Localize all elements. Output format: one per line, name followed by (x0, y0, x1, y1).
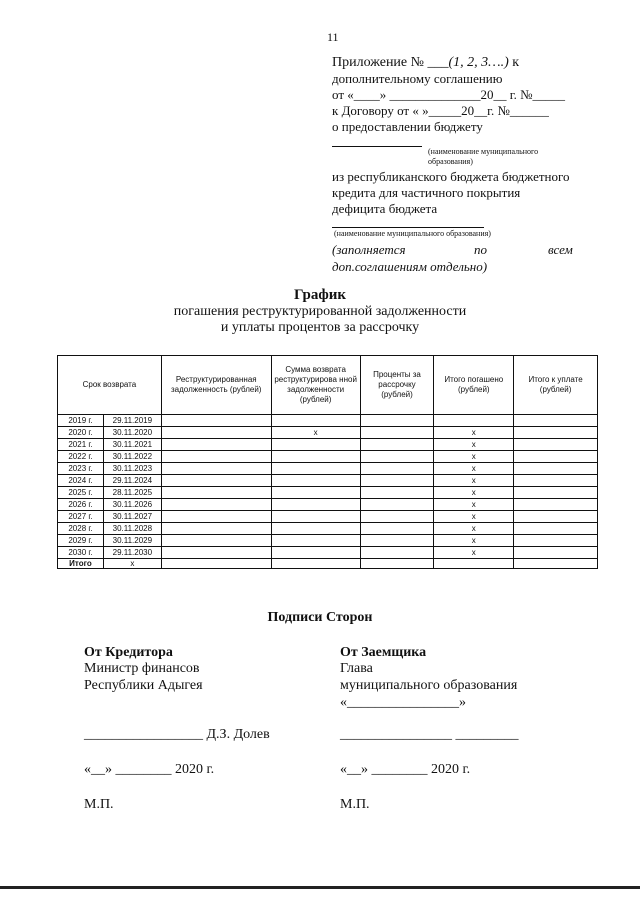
municipality-note-1: (наименование муниципального (428, 147, 539, 156)
appendix-line-7: кредита для частичного покрытия (332, 185, 521, 200)
row-restructured (161, 427, 271, 439)
row-restructured (161, 415, 271, 427)
creditor-title: От Кредитора (84, 645, 173, 660)
header-interest: Проценты за рассрочку (рублей) (360, 356, 434, 415)
page-number: 11 (327, 30, 339, 44)
row-restructured (161, 499, 271, 511)
row-total-due (514, 475, 598, 487)
row-year: 2028 г. (58, 523, 104, 535)
row-restructured (161, 535, 271, 547)
row-repayment (271, 511, 360, 523)
row-interest (360, 535, 434, 547)
row-restructured (161, 451, 271, 463)
row-interest (360, 487, 434, 499)
row-restructured (161, 523, 271, 535)
row-total-due (514, 523, 598, 535)
fill-note-c: всем (548, 242, 573, 257)
borrower-line-3: «________________» (340, 695, 466, 710)
fill-note-b: по (474, 242, 487, 257)
row-year: 2023 г. (58, 463, 104, 475)
row-year: 2029 г. (58, 535, 104, 547)
row-interest (360, 475, 434, 487)
signatures-heading: Подписи Сторон (267, 610, 373, 625)
row-date: 30.11.2029 (103, 535, 161, 547)
row-total-repaid: x (434, 523, 514, 535)
row-year: 2030 г. (58, 547, 104, 559)
row-interest (360, 499, 434, 511)
borrower-signature-line: ________________ _________ (340, 727, 519, 742)
row-total-due (514, 499, 598, 511)
row-year: 2027 г. (58, 511, 104, 523)
row-repayment (271, 475, 360, 487)
row-date: 30.11.2020 (103, 427, 161, 439)
total-label: Итого (58, 559, 104, 569)
row-total-repaid: x (434, 535, 514, 547)
table-row (58, 439, 598, 451)
total-mark: x (103, 559, 161, 569)
borrower-date-line: «__» ________ 2020 г. (340, 762, 471, 777)
blank-line (332, 146, 422, 147)
row-restructured (161, 511, 271, 523)
borrower-line-2: муниципального образования (340, 678, 518, 693)
row-total-due (514, 439, 598, 451)
row-restructured (161, 463, 271, 475)
row-date: 28.11.2025 (103, 487, 161, 499)
row-interest (360, 511, 434, 523)
row-restructured (161, 547, 271, 559)
blank-line (332, 227, 484, 228)
row-interest (360, 523, 434, 535)
row-year: 2022 г. (58, 451, 104, 463)
row-date: 30.11.2026 (103, 499, 161, 511)
municipality-note-3: (наименование муниципального образования) (334, 229, 491, 238)
row-total-repaid: x (434, 475, 514, 487)
appendix-line-6: из республиканского бюджета бюджетного (332, 169, 570, 184)
table-total-row (58, 559, 598, 569)
creditor-line-1: Министр финансов (84, 661, 200, 676)
row-total-due (514, 451, 598, 463)
row-total-repaid: x (434, 547, 514, 559)
row-interest (360, 427, 434, 439)
table-row (58, 547, 598, 559)
table-row (58, 487, 598, 499)
table-row (58, 523, 598, 535)
table-row (58, 415, 598, 427)
row-repayment (271, 547, 360, 559)
header-term: Срок возврата (58, 356, 162, 415)
row-repayment (271, 463, 360, 475)
row-total-due (514, 487, 598, 499)
row-year: 2019 г. (58, 415, 104, 427)
appendix-line-3: от «____» ______________20__ г. №_____ (332, 87, 566, 102)
row-date: 30.11.2022 (103, 451, 161, 463)
row-total-due (514, 415, 598, 427)
row-date: 30.11.2021 (103, 439, 161, 451)
borrower-title: От Заемщика (340, 645, 427, 660)
row-restructured (161, 475, 271, 487)
row-repayment (271, 439, 360, 451)
row-year: 2026 г. (58, 499, 104, 511)
table-row (58, 475, 598, 487)
row-interest (360, 451, 434, 463)
table-row (58, 451, 598, 463)
row-total-repaid (434, 415, 514, 427)
row-total-due (514, 547, 598, 559)
row-date: 30.11.2023 (103, 463, 161, 475)
row-interest (360, 439, 434, 451)
row-total-repaid: x (434, 439, 514, 451)
row-interest (360, 463, 434, 475)
municipality-note-2: образования) (428, 157, 473, 166)
row-total-repaid: x (434, 511, 514, 523)
row-interest (360, 415, 434, 427)
header-restructured-debt: Реструктурированная задолженность (рублей) (161, 356, 271, 415)
header-total-repaid: Итого погашено (рублей) (434, 356, 514, 415)
creditor-signature-line: _________________ Д.З. Долев (84, 727, 270, 742)
row-total-repaid: x (434, 487, 514, 499)
row-repayment (271, 415, 360, 427)
row-total-repaid: x (434, 451, 514, 463)
appendix-line-2: дополнительному соглашению (332, 71, 503, 86)
row-interest (360, 547, 434, 559)
row-date: 29.11.2019 (103, 415, 161, 427)
row-repayment (271, 523, 360, 535)
row-year: 2025 г. (58, 487, 104, 499)
row-repayment (271, 535, 360, 547)
row-year: 2021 г. (58, 439, 104, 451)
row-repayment (271, 487, 360, 499)
borrower-stamp: М.П. (340, 797, 370, 812)
row-date: 29.11.2030 (103, 547, 161, 559)
row-total-due (514, 463, 598, 475)
schedule-heading: График (293, 287, 347, 303)
creditor-line-2: Республики Адыгея (84, 678, 203, 693)
table-row (58, 427, 598, 439)
row-total-due (514, 427, 598, 439)
row-total-repaid: x (434, 463, 514, 475)
appendix-line-8: дефицита бюджета (332, 201, 438, 216)
table-row (58, 535, 598, 547)
schedule-subtitle-2: и уплаты процентов за рассрочку (220, 320, 420, 335)
appendix-line-4: к Договору от « »_____20__г. №______ (332, 103, 549, 118)
header-repayment-amount: Сумма возврата реструктурирова нной задолженности (рублей) (271, 356, 360, 415)
row-repayment (271, 499, 360, 511)
row-date: 30.11.2027 (103, 511, 161, 523)
row-restructured (161, 487, 271, 499)
row-total-due (514, 535, 598, 547)
creditor-date-line: «__» ________ 2020 г. (84, 762, 215, 777)
row-repayment: x (271, 427, 360, 439)
row-date: 30.11.2028 (103, 523, 161, 535)
fill-note-a: (заполняется (332, 242, 406, 257)
row-year: 2024 г. (58, 475, 104, 487)
row-total-repaid: x (434, 427, 514, 439)
creditor-stamp: М.П. (84, 797, 114, 812)
page-bottom-border (0, 886, 640, 889)
borrower-line-1: Глава (340, 661, 373, 676)
row-restructured (161, 439, 271, 451)
table-row (58, 511, 598, 523)
fill-note-line-2: доп.соглашениям отдельно) (332, 259, 488, 274)
schedule-subtitle-1: погашения реструктурированной задолженности (173, 304, 467, 319)
appendix-line-5: о предоставлении бюджету (332, 119, 483, 134)
repayment-schedule-table (57, 355, 598, 569)
row-total-due (514, 511, 598, 523)
appendix-line-1: Приложение № ___(1, 2, 3….) к (332, 55, 520, 70)
row-date: 29.11.2024 (103, 475, 161, 487)
table-row (58, 463, 598, 475)
row-year: 2020 г. (58, 427, 104, 439)
row-repayment (271, 451, 360, 463)
row-total-repaid: x (434, 499, 514, 511)
table-row (58, 499, 598, 511)
header-total-due: Итого к уплате (рублей) (514, 356, 598, 415)
